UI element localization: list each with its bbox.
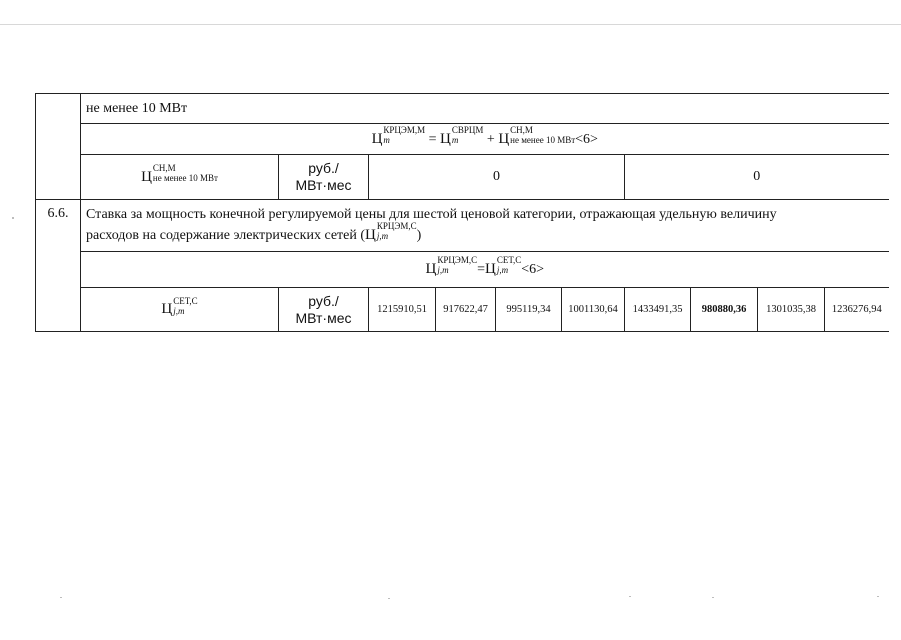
scan-speck [60, 597, 62, 598]
value-cell [436, 288, 496, 332]
formula-sup: СВРЦМ [451, 124, 484, 135]
formula-symbol: Ц [371, 130, 383, 147]
value-text: 1236276,94 [831, 304, 882, 315]
description-line-2: расходов на содержание электрических сетей ( [86, 228, 366, 243]
formula-sub: m [451, 134, 459, 145]
param-sup: СЕТ,С [173, 295, 198, 306]
value-text: 1433491,35 [632, 304, 683, 315]
param-symbol: Ц [161, 301, 173, 317]
value-cell [758, 288, 825, 332]
param-label-cell [81, 155, 279, 200]
param-sub: не менее 10 МВт [152, 173, 218, 184]
formula-sub: j,m [496, 265, 509, 276]
row-continued-values [36, 155, 889, 200]
row-6-6-formula [36, 252, 889, 288]
row-continued-title [36, 94, 889, 124]
param-label-cell [81, 288, 279, 332]
row-continued-formula [36, 124, 889, 155]
value-cell [625, 288, 691, 332]
param-symbol: Ц [141, 168, 152, 185]
scan-speck [629, 596, 631, 597]
page-top-edge [0, 24, 901, 25]
continued-description-text: не менее 10 МВт [86, 100, 188, 116]
description-sup: КРЦЭМ,С [376, 221, 417, 232]
value-text: 1301035,38 [766, 304, 816, 315]
description-suffix: ) [416, 228, 422, 243]
formula-note: <6> [575, 131, 598, 147]
formula-eq: = [477, 262, 485, 277]
row-number-cell-empty [36, 94, 81, 200]
value-cell [369, 288, 436, 332]
formula-sub: j,m [437, 265, 449, 276]
value-text: 0 [753, 169, 761, 184]
scan-speck [388, 598, 390, 599]
param-sup: СН,М [152, 163, 176, 174]
scan-speck [712, 597, 714, 598]
formula-symbol: Ц [498, 130, 510, 147]
value-cell [825, 288, 889, 332]
value-text: 0 [493, 169, 500, 184]
formula-sup: СЕТ,С [496, 255, 522, 266]
formula-plus: + [486, 131, 495, 147]
unit-line-2: МВт·мес [295, 177, 352, 193]
unit-line-1: руб./ [308, 160, 339, 176]
scan-speck [12, 217, 14, 219]
scan-speck [877, 596, 879, 597]
value-text: 995119,34 [506, 304, 551, 315]
formula-symbol: Ц [425, 261, 437, 277]
formula-sub: не менее 10 МВт [510, 134, 576, 145]
row-6-6-values [36, 288, 889, 332]
description-symbol: Ц [365, 227, 376, 243]
formula-symbol: Ц [440, 130, 451, 147]
row-number-cell [36, 200, 81, 332]
unit-line-1: руб./ [308, 292, 339, 309]
value-text: 1001130,64 [568, 304, 618, 315]
value-text: 917622,47 [443, 304, 488, 315]
formula-symbol: Ц [485, 261, 496, 277]
formula-sub: m [383, 134, 390, 145]
description-sub: j,m [376, 231, 389, 242]
value-cell [691, 288, 758, 332]
value-cell [496, 288, 562, 332]
description-line-1: Ставка за мощность конечной регулируемой цены для шестой ценовой категории, отражающая удельную величину [86, 207, 777, 222]
unit-cell [279, 288, 369, 332]
value-cell [625, 155, 889, 200]
value-cell [369, 155, 625, 200]
value-cell [562, 288, 625, 332]
row-6-6-description [81, 200, 889, 252]
tariff-table [35, 93, 889, 332]
row-6-6-title [36, 200, 889, 252]
row-6-6-formula-cell [81, 252, 889, 288]
param-sub: j,m [173, 305, 185, 316]
continued-description [81, 94, 889, 124]
row-number: 6.6. [47, 206, 69, 221]
formula-sup: КРЦЭМ,С [437, 255, 478, 266]
value-text: 1215910,51 [377, 304, 427, 315]
unit-cell [279, 155, 369, 200]
formula-sup: КРЦЭМ,М [383, 124, 426, 135]
formula-sup: СН,М [510, 124, 533, 135]
continued-formula [81, 124, 889, 155]
unit-line-2: МВт·мес [295, 309, 352, 326]
value-text: 980880,36 [701, 304, 747, 315]
formula-note: <6> [521, 262, 544, 277]
formula-eq: = [428, 131, 437, 147]
